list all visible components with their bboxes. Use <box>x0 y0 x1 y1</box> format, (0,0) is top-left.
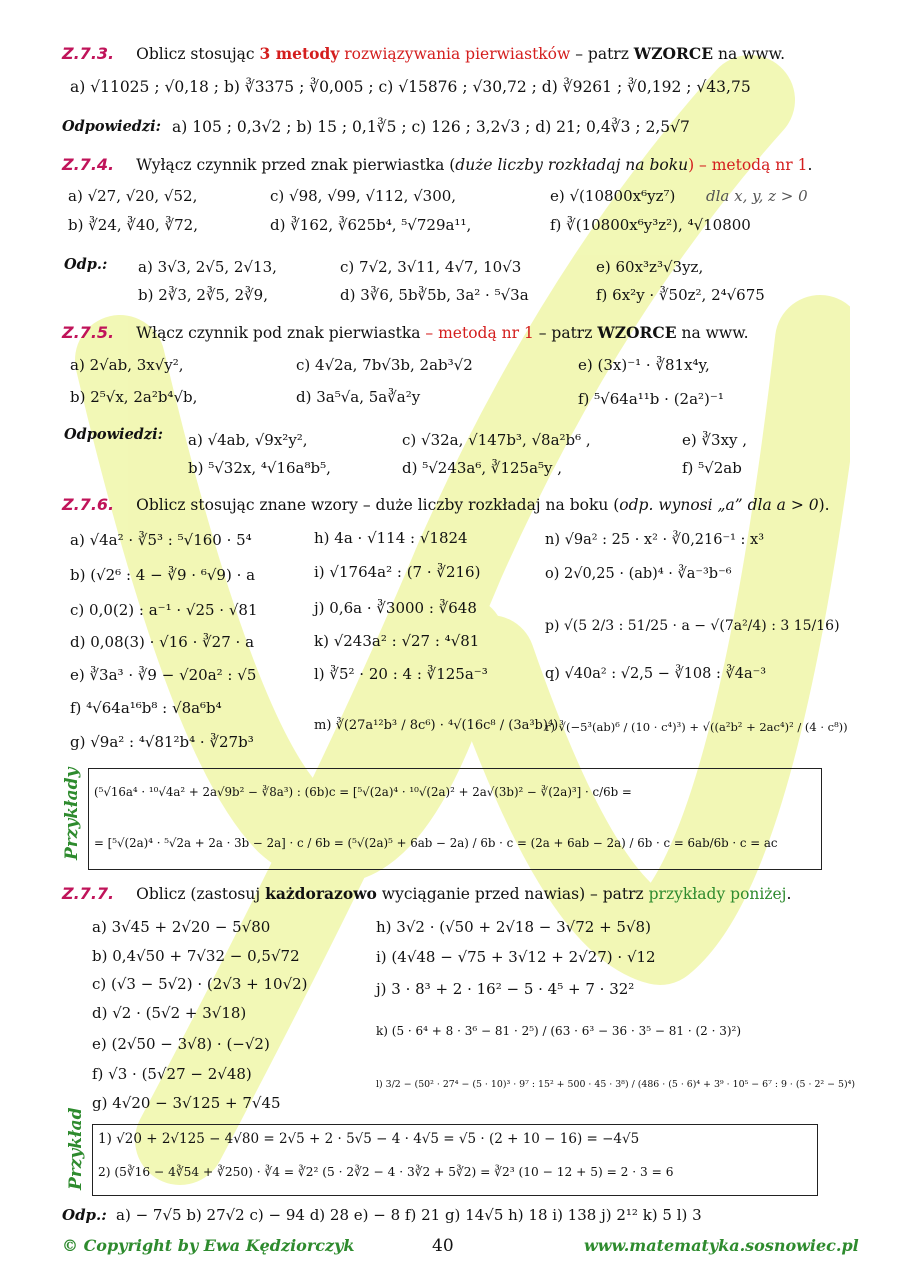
z777-col1-item: a) 3√45 + 2√20 − 5√80 <box>92 918 271 936</box>
z776-col3-item: p) √(5 2/3 : 51/25 · a − √(7a²/4) : 3 15/16) <box>545 618 840 634</box>
z776-col1-item: g) √9a² : ⁴√81²b⁴ · ∛27b³ <box>70 733 254 751</box>
z775-row-a: a) 2√ab, 3x√y², <box>70 356 184 374</box>
z774-row-e-note: dla x, y, z > 0 <box>706 187 808 205</box>
z774-ans-c: c) 7√2, 3√11, 4√7, 10√3 <box>340 258 522 276</box>
z776-col2-item: m) ∛(27a¹²b³ / 8c⁶) · ⁴√(16c⁸ / (3a³b)⁴) <box>314 718 559 733</box>
z775-ans-a: a) √4ab, √9x²y², <box>188 431 308 449</box>
website-link[interactable]: www.matematyka.sosnowiec.pl <box>584 1236 859 1255</box>
instruction-text: – patrz <box>570 45 634 63</box>
example-side-label: Przykład <box>66 1107 86 1190</box>
z777-col2-item: l) 3/2 − (50² · 27⁴ − (5 · 10)³ · 9⁷ : 15² + 500 · 45 · 3⁸) / (486 · (5 · 6)⁴ + 3⁹ · 10⁵ − 6⁷ : 9 · (5 · 2² − 5)⁴) <box>376 1079 856 1090</box>
z776-col2-item: h) 4a · √114 : √1824 <box>314 529 468 547</box>
z775-ans-f: f) ⁵√2ab <box>682 459 742 477</box>
z776-col3-item: q) √40a² : √2,5 − ∛108 : ∛4a⁻³ <box>545 666 767 682</box>
z775-ans-d: d) ⁵√243a⁶, ∛125a⁵y , <box>402 459 563 477</box>
z774-row-d: d) ∛162, ∛625b⁴, ⁵√729a¹¹, <box>270 216 472 234</box>
z776-col1-item: d) 0,08(3) · √16 · ∛27 · a <box>70 633 255 651</box>
instruction-text: Oblicz (zastosuj <box>136 885 266 903</box>
z774-row-e: e) √(10800x⁶yz⁷) <box>550 187 676 205</box>
z777-col1-item: f) √3 · (5√27 − 2√48) <box>92 1065 252 1083</box>
instruction-bold: każdorazowo <box>265 884 377 903</box>
z777-col1-item: g) 4√20 − 3√125 + 7√45 <box>92 1094 281 1112</box>
page-number: 40 <box>432 1236 454 1256</box>
z776-col1-item: f) ⁴√64a¹⁶b⁸ : √8a⁶b⁴ <box>70 699 222 717</box>
z774-row-f: f) ∛(10800x⁶y³z²), ⁴√10800 <box>550 216 751 234</box>
instruction-italic: odp. wynosi „a” dla a > 0 <box>619 496 819 514</box>
instruction-highlight: – metodą nr 1 <box>425 324 534 342</box>
instruction-text: na www. <box>676 324 749 342</box>
instruction-italic: duże liczby rozkładaj na boku <box>455 156 689 174</box>
z776-col3-item: r) ∛(−5³(ab)⁶ / (10 · c⁴)³) + √((a²b² + 2ac⁴)² / (4 · c⁸)) <box>545 720 848 734</box>
example-2: 2) (5∛16 − 4∛54 + ∛250) · ∛4 = ∛2² (5 · 2∛2 − 4 · 3∛2 + 5∛2) = ∛2³ (10 − 12 + 5) = 2 · 3 = 6 <box>98 1165 674 1179</box>
z774-row-c: c) √98, √99, √112, √300, <box>270 187 457 205</box>
z777-answers: a) − 7√5 b) 27√2 c) − 94 d) 28 e) − 8 f) 21 g) 14√5 h) 18 i) 138 j) 2¹² k) 5 l) 3 <box>116 1206 702 1224</box>
z776-col3-item: n) √9a² : 25 · x² · ∛0,216⁻¹ : x³ <box>545 532 765 548</box>
z776-col1-item: e) ∛3a³ · ∛9 − √20a² : √5 <box>70 666 257 684</box>
z777-col1-item: b) 0,4√50 + 7√32 − 0,5√72 <box>92 947 300 965</box>
instruction-text: . <box>807 156 813 174</box>
z776-col2-item: l) ∛5² · 20 : 4 : ∛125a⁻³ <box>314 665 488 683</box>
z774-ans-d: d) 3∛6, 5b∛5b, 3a² · ⁵√3a <box>340 286 529 304</box>
z777-col1-item: c) (√3 − 5√2) · (2√3 + 10√2) <box>92 975 308 993</box>
z775-answers-label: Odpowiedzi: <box>64 426 164 443</box>
z776-col2-item: i) √1764a² : (7 · ∛216) <box>314 563 481 581</box>
wzorce-reference: WZORCE <box>597 323 677 342</box>
wzorce-reference: WZORCE <box>633 44 714 63</box>
z777-col2-item: k) (5 · 6⁴ + 8 · 3⁶ − 81 · 2⁵) / (63 · 6³ − 36 · 3⁵ − 81 · (2 · 3)²) <box>376 1024 742 1038</box>
z777-col1-item: d) √2 · (5√2 + 3√18) <box>92 1004 247 1022</box>
z777-col2-item: j) 3 · 8³ + 2 · 16² − 5 · 4⁵ + 7 · 32² <box>376 980 635 998</box>
instruction-text: Oblicz stosując znane wzory – duże liczby rozkładaj na boku ( <box>136 496 620 514</box>
instruction-text: Oblicz stosując <box>136 45 260 63</box>
z776-col3-item: o) 2√0,25 · (ab)⁴ · ∛a⁻³b⁻⁶ <box>545 566 732 582</box>
z775-ans-e: e) ∛3xy , <box>682 431 748 449</box>
z775-row-f: f) ⁵√64a¹¹b · (2a²)⁻¹ <box>578 390 724 408</box>
z773-answers-label: Odpowiedzi: <box>62 118 162 135</box>
z774-ans-f: f) 6x²y · ∛50z², 2⁴√675 <box>596 286 765 304</box>
exercise-number: Z.7.3. <box>62 44 115 63</box>
instruction-highlight: 3 metody <box>259 44 340 63</box>
z775-row-d: d) 3a⁵√a, 5a∛a²y <box>296 388 421 406</box>
z775-ans-c: c) √32a, √147b³, √8a²b⁶ , <box>402 431 591 449</box>
z775-row-b: b) 2⁵√x, 2a²b⁴√b, <box>70 388 198 406</box>
z774-ans-b: b) 2∛3, 2∛5, 2∛9, <box>138 286 268 304</box>
instruction-highlight: rozwiązywania pierwiastków <box>339 45 571 63</box>
example-1: 1) √20 + 2√125 − 4√80 = 2√5 + 2 · 5√5 − 4 · 4√5 = √5 · (2 + 10 − 16) = −4√5 <box>98 1131 640 1147</box>
instruction-text: na www. <box>713 45 786 63</box>
z773-header <box>62 44 785 63</box>
z774-row-b: b) ∛24, ∛40, ∛72, <box>68 216 198 234</box>
z774-header <box>62 155 812 174</box>
z777-col2-item: i) (4√48 − √75 + 3√12 + 2√27) · √12 <box>376 948 656 966</box>
examples-box <box>88 768 822 870</box>
z777-answers-label: Odp.: <box>62 1206 107 1224</box>
z773-answers: a) 105 ; 0,3√2 ; b) 15 ; 0,1∛5 ; c) 126 ; 3,2√3 ; d) 21; 0,4∛3 ; 2,5√7 <box>172 118 690 136</box>
copyright: © Copyright by Ewa Kędziorczyk <box>62 1236 355 1255</box>
instruction-text: . <box>786 885 792 903</box>
z775-row-e: e) (3x)⁻¹ · ∛81x⁴y, <box>578 356 710 374</box>
z774-ans-e: e) 60x³z³√3yz, <box>596 258 704 276</box>
z776-col2-item: j) 0,6a · ∛3000 : ∛648 <box>314 599 477 617</box>
exercise-number: Z.7.4. <box>62 155 115 174</box>
examples-side-label: Przykłady <box>62 767 82 860</box>
z776-col1-item: c) 0,0(2) : a⁻¹ · √25 · √81 <box>70 601 258 619</box>
exercise-number: Z.7.6. <box>62 495 115 514</box>
instruction-text: Włącz czynnik pod znak pierwiastka <box>136 324 426 342</box>
instruction-text: ). <box>818 496 830 514</box>
instruction-text: wyciąganie przed nawias) – patrz <box>376 885 649 903</box>
z775-header <box>62 323 749 342</box>
z775-row-c: c) 4√2a, 7b√3b, 2ab³√2 <box>296 356 473 374</box>
example-line-2: = [⁵√(2a)⁴ · ⁵√2a + 2a · 3b − 2a] · c / 6b = (⁵√(2a)⁵ + 6ab − 2a) / 6b · c = (2a + 6ab − 2a) / 6b · c = 6ab/6b · c = ac <box>94 836 778 850</box>
instruction-highlight: ) – metodą nr 1 <box>688 156 808 174</box>
instruction-text: – patrz <box>533 324 598 342</box>
z776-header <box>62 495 830 514</box>
z776-col2-item: k) √243a² : √27 : ⁴√81 <box>314 632 480 650</box>
z774-ans-a: a) 3√3, 2√5, 2√13, <box>138 258 277 276</box>
instruction-text: Wyłącz czynnik przed znak pierwiastka ( <box>136 156 456 174</box>
z776-col1-item: b) (√2⁶ : 4 − ∛9 · ⁶√9) · a <box>70 566 256 584</box>
exercise-number: Z.7.7. <box>62 884 115 903</box>
z776-col1-item: a) √4a² · ∛5³ : ⁵√160 · 5⁴ <box>70 531 252 549</box>
z773-tasks: a) √11025 ; √0,18 ; b) ∛3375 ; ∛0,005 ; c) √15876 ; √30,72 ; d) ∛9261 ; ∛0,192 ; √43,75 <box>70 78 751 96</box>
z777-header <box>62 884 791 903</box>
exercise-number: Z.7.5. <box>62 323 115 342</box>
z777-col2-item: h) 3√2 · (√50 + 2√18 − 3√72 + 5√8) <box>376 918 651 936</box>
z775-ans-b: b) ⁵√32x, ⁴√16a⁸b⁵, <box>188 459 331 477</box>
examples-reference: przykłady poniżej <box>648 885 787 903</box>
z774-answers-label: Odp.: <box>64 256 108 273</box>
z777-col1-item: e) (2√50 − 3√8) · (−√2) <box>92 1035 270 1053</box>
z774-row-a: a) √27, √20, √52, <box>68 187 198 205</box>
example-line-1: (⁵√16a⁴ · ¹⁰√4a² + 2a√9b² − ∛8a³) : (6b)c = [⁵√(2a)⁴ · ¹⁰√(2a)² + 2a√(3b)² − ∛(2a)³] · c/6b = <box>94 785 632 799</box>
